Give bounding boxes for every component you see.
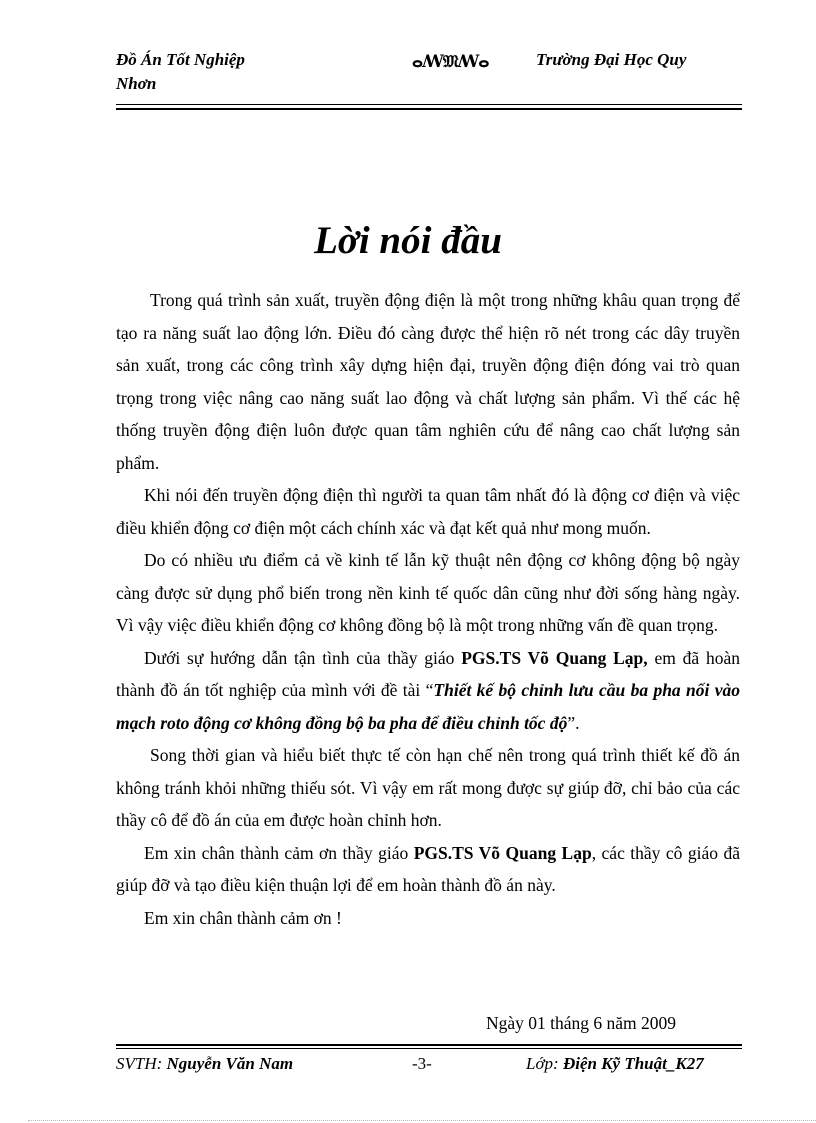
- paragraph-3: Do có nhiều ưu điểm cả về kinh tế lẫn kỹ thuật nên động cơ không động bộ ngày càng được sử dụng phổ biến trong nền kinh tế quốc dân cũng như đời sống hàng ngày. Vì vậy việc điều khiển động cơ không đồng bộ là một trong những vấn đề quan trọng.: [116, 550, 740, 635]
- supervisor-name: PGS.TS Võ Quang Lạp,: [461, 647, 648, 668]
- paragraph-4: [116, 642, 740, 740]
- supervisor-name-2: PGS.TS Võ Quang Lạp: [413, 842, 592, 863]
- body-text: [116, 284, 740, 934]
- page-title: Lời nói đầu: [314, 219, 502, 262]
- header-university: Trường Đại Học Quy: [536, 50, 687, 69]
- paragraph-2: Khi nói đến truyền động điện thì người ta quan tâm nhất đó là động cơ điện và việc điều khiển động cơ điện một cách chính xác và đạt kết quả như mong muốn.: [116, 485, 740, 538]
- header-thesis-label: Đồ Án Tốt Nghiệp: [116, 50, 245, 69]
- p6-text-a: Em xin chân thành cảm ơn thầy giáo: [144, 842, 414, 863]
- page-footer: [116, 1052, 742, 1078]
- page-number: -3-: [412, 1054, 432, 1073]
- student-name: Nguyễn Văn Nam: [166, 1054, 294, 1073]
- paragraph-6: [116, 837, 740, 902]
- footer-rule-thick: [116, 1044, 742, 1046]
- footer-class: [526, 1052, 704, 1076]
- page-header: [116, 48, 742, 98]
- header-ornament-icon: ⴰꟿ𝔐ꟿⴰ: [412, 52, 489, 71]
- p6-text-c: , các thầy cô giáo đã giúp đỡ và tạo điều kiện thuận lợi để em hoàn thành đồ án này.: [116, 842, 740, 895]
- p4-text-c: em đã hoàn thành đồ án tốt nghiệp của mình với đề tài “: [116, 647, 740, 700]
- header-rule-thin: [116, 104, 742, 105]
- footer-rule-thin: [116, 1048, 742, 1049]
- class-name: Điện Kỹ Thuật_K27: [562, 1054, 704, 1073]
- svth-label: SVTH:: [116, 1054, 167, 1073]
- date-line: Ngày 01 tháng 6 năm 2009: [486, 1013, 677, 1033]
- paragraph-5: Song thời gian và hiểu biết thực tế còn hạn chế nên trong quá trình thiết kế đồ án không tránh khỏi những thiếu sót. Vì vậy em rất mong được sự giúp đỡ, chỉ bảo của các thầy cô để đồ án của em được hoàn chỉnh hơn.: [116, 745, 740, 830]
- class-label: Lớp:: [526, 1054, 563, 1073]
- header-rule-thick: [116, 108, 742, 110]
- paragraph-7: Em xin chân thành cảm ơn !: [144, 907, 342, 928]
- paragraph-1: Trong quá trình sản xuất, truyền động điện là một trong những khâu quan trọng để tạo ra năng suất lao động lớn. Điều đó càng được thể hiện rõ nét trong các dây truyền sản xuất, trong các công trình xây dựng hiện đại, truyền động điện đóng vai trò quan trọng trong việc nâng cao năng suất lao động và chất lượng sản phẩm. Vì thế các hệ thống truyền động điện luôn được quan tâm nghiên cứu để nâng cao chất lượng sản phẩm.: [116, 290, 740, 473]
- p4-text-e: ”.: [567, 712, 580, 733]
- thesis-topic: Thiết kế bộ chỉnh lưu cầu ba pha nối vào mạch roto động cơ không đồng bộ ba pha để điều chỉnh tốc độ: [116, 680, 740, 733]
- header-left: [116, 48, 316, 96]
- page-bottom-dotted-line: [28, 1120, 816, 1121]
- footer-student: [116, 1052, 293, 1076]
- p4-text-a: Dưới sự hướng dẫn tận tình của thầy giáo: [144, 647, 462, 668]
- header-city-continuation: Nhơn: [116, 74, 157, 93]
